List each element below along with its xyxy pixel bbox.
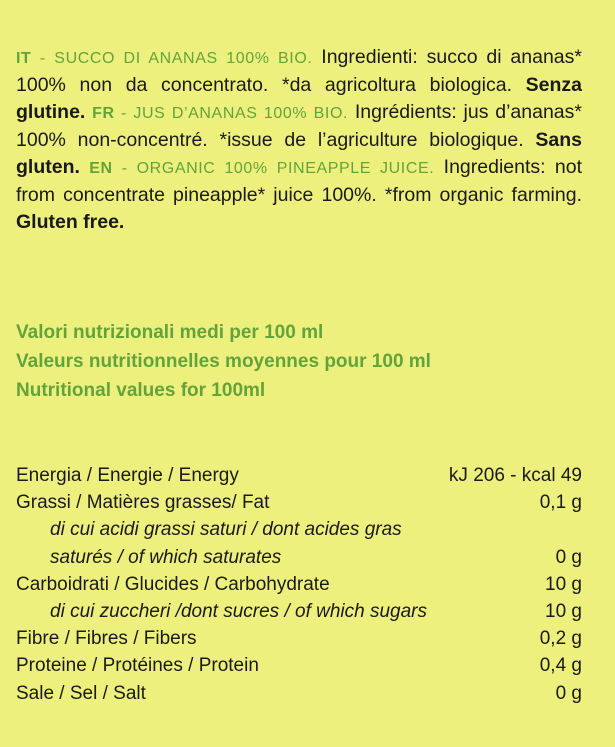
ingredients-text-en: Ingredients: not from concentrate pineapple* juice 100%. *from organic farming. — [16, 156, 583, 206]
nutrition-row-carbohydrate — [16, 571, 582, 598]
nutrition-heading-fr: Valeurs nutritionnelles moyennes pour 100 ml — [16, 351, 431, 372]
ingredients-text-it: Ingredienti: succo di ananas* 100% non da concentrato. *da agricoltura biologica. — [16, 46, 582, 96]
nutrition-value: kJ 206 - kcal 49 — [448, 465, 582, 486]
nutrition-heading-it: Valori nutrizionali medi per 100 ml — [16, 322, 324, 343]
nutrition-row-energy — [16, 462, 582, 489]
nutrition-label: di cui acidi grassi saturi / dont acides gras — [50, 519, 402, 541]
ingredients-text-fr: Ingrédients: jus d’ananas* 100% non-concentré. *issue de l’agriculture biologique. — [16, 101, 582, 151]
nutrition-row-sugars — [16, 598, 582, 625]
product-title-it: - SUCCO DI ANANAS 100% BIO. — [31, 50, 313, 67]
gluten-free-it: Senza glutine. — [16, 74, 582, 123]
nutrition-value: 10 g — [545, 601, 582, 623]
nutrition-value: 0,1 g — [539, 492, 582, 514]
lang-code-fr: FR — [92, 105, 115, 122]
nutrition-table — [16, 462, 582, 707]
gluten-free-fr: Sans gluten. — [16, 129, 582, 178]
nutrition-row-protein — [16, 652, 582, 679]
nutrition-label: Sale / Sel / Salt — [16, 682, 146, 704]
nutrition-heading-en: Nutritional values for 100ml — [16, 380, 266, 401]
nutrition-value: 10 g — [545, 573, 582, 595]
nutrition-label: Fibre / Fibres / Fibers — [16, 628, 197, 650]
product-title-fr: - JUS D’ANANAS 100% BIO. — [114, 105, 349, 122]
nutrition-row-saturates-line1 — [16, 516, 582, 543]
nutrition-label: Carboidrati / Glucides / Carbohydrate — [16, 573, 330, 595]
nutrition-row-salt — [16, 680, 582, 707]
nutrition-label: Grassi / Matières grasses/ Fat — [16, 492, 270, 514]
nutrition-value: 0 g — [555, 682, 582, 704]
nutrition-row-fibers — [16, 625, 582, 652]
nutrition-label: Energia / Energie / Energy — [16, 465, 239, 486]
lang-code-en: EN — [89, 160, 113, 177]
lang-code-it: IT — [16, 50, 32, 67]
nutrition-label: Proteine / Protéines / Protein — [16, 655, 259, 677]
nutrition-value: 0,2 g — [539, 628, 582, 650]
nutrition-label: di cui zuccheri /dont sucres / of which sugars — [50, 601, 428, 623]
nutrition-row-saturates-line2 — [16, 544, 582, 571]
product-title-en: - ORGANIC 100% PINEAPPLE JUICE. — [112, 160, 435, 177]
nutrition-value: 0 g — [555, 546, 582, 568]
nutrition-heading — [16, 318, 596, 405]
nutrition-label: saturés / of which saturates — [50, 546, 282, 568]
gluten-free-en: Gluten free. — [16, 211, 125, 233]
nutrition-row-fat — [16, 489, 582, 516]
nutrition-value: 0,4 g — [539, 655, 582, 677]
ingredients-paragraph — [16, 44, 582, 236]
